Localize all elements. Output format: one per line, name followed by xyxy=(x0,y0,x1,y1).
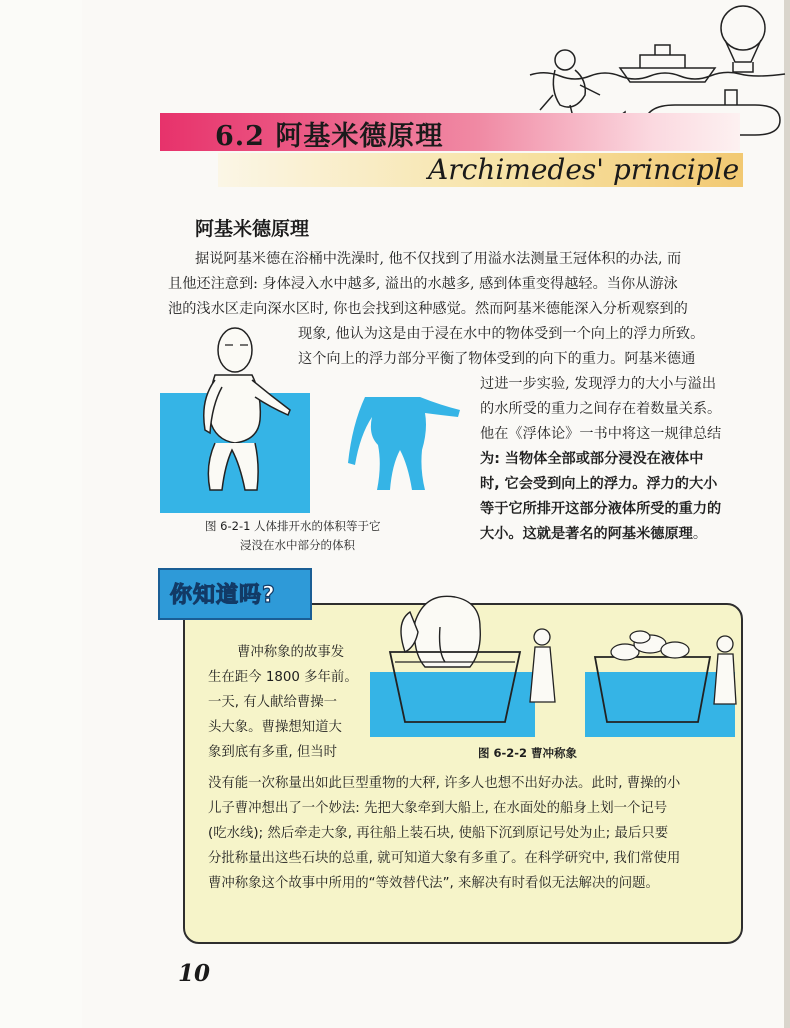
elephant-body xyxy=(414,596,480,667)
figure-6-2-1 xyxy=(160,325,480,515)
man-head-right xyxy=(717,636,733,652)
section-heading: 阿基米德原理 xyxy=(195,218,310,240)
body-text: 。 xyxy=(692,526,708,542)
displaced-water-shape xyxy=(348,397,460,490)
body-line: 这个向上的浮力部分平衡了物体受到的向下的重力。阿基米德通 xyxy=(298,351,696,367)
body-line: 的水所受的重力之间存在着数量关系。 xyxy=(480,401,722,417)
swimmer-head xyxy=(555,50,575,70)
section-subtitle: Archimedes' principle xyxy=(428,153,740,186)
story-line: (吃水线); 然后牵走大象, 再往船上装石块, 使船下沉到原记号处为止; 最后只要 xyxy=(208,826,669,841)
body-line: 据说阿基米德在浴桶中洗澡时, 他不仅找到了用溢水法测量王冠体积的办法, 而 xyxy=(195,251,682,267)
body-line: 现象, 他认为这是由于浸在水中的物体受到一个向上的浮力所致。 xyxy=(298,326,705,342)
body-line: 且他还注意到: 身体浸入水中越多, 溢出的水越多, 感到体重变得越轻。当你从游泳 xyxy=(168,276,678,292)
man-head xyxy=(218,328,252,372)
man-body-right xyxy=(714,654,736,704)
body-line: 时, 它会受到向上的浮力。浮力的大小 xyxy=(480,476,718,492)
story-line: 分批称量出这些石块的总重, 就可知道大象有多重了。在科学研究中, 我们常使用 xyxy=(208,851,681,866)
story-line: 象到底有多重, 但当时 xyxy=(208,745,338,760)
page-margin xyxy=(0,0,82,1028)
figure-6-2-2 xyxy=(370,592,740,742)
story-line: 一天, 有人献给曹操一 xyxy=(208,695,338,710)
body-line: 等于它所排开这部分液体所受的重力的 xyxy=(480,501,722,517)
story-line: 曹冲称象的故事发 xyxy=(237,645,345,660)
body-line: 为: 当物体全部或部分浸没在液体中 xyxy=(480,451,704,467)
figure-6-2-1-caption-line2: 浸没在水中部分的体积 xyxy=(240,538,355,552)
story-line: 儿子曹冲想出了一个妙法: 先把大象牵到大船上, 在水面处的船身上划一个记号 xyxy=(208,801,668,816)
ship-icon xyxy=(620,45,715,82)
section-title: 6.2 阿基米德原理 xyxy=(215,121,444,152)
story-line: 曹冲称象这个故事中所用的“等效替代法”, 来解决有时看似无法解决的问题。 xyxy=(208,876,659,891)
stone xyxy=(661,642,689,658)
body-line-last xyxy=(480,522,707,547)
stone xyxy=(630,631,650,643)
water-left xyxy=(370,672,535,737)
story-line: 头大象。曹操想知道大 xyxy=(208,720,342,735)
body-line: 过进一步实验, 发现浮力的大小与溢出 xyxy=(480,376,717,392)
body-line: 池的浅水区走向深水区时, 你也会找到这种感觉。然而阿基米德能深入分析观察到的 xyxy=(168,301,688,317)
story-line: 没有能一次称量出如此巨型重物的大秤, 许多人也想不出好办法。此时, 曹操的小 xyxy=(208,776,681,791)
balloon-icon xyxy=(721,6,765,50)
wave-line xyxy=(530,72,785,79)
man-body-left xyxy=(530,647,555,702)
did-you-know-label: 你知道吗? xyxy=(170,583,276,608)
body-line: 他在《浮体论》一书中将这一规律总结 xyxy=(480,426,722,442)
figure-6-2-2-caption: 图 6-2-2 曹冲称象 xyxy=(478,746,578,760)
man-head-left xyxy=(534,629,550,645)
page-number: 10 xyxy=(178,960,211,987)
figure-6-2-1-caption: 图 6-2-1 人体排开水的体积等于它 xyxy=(205,519,381,533)
body-text: 大小。这就是著名的 xyxy=(480,526,608,542)
story-line: 生在距今 1800 多年前。 xyxy=(208,670,358,685)
water-right xyxy=(585,672,735,737)
principle-term: 阿基米德原理 xyxy=(607,526,693,542)
